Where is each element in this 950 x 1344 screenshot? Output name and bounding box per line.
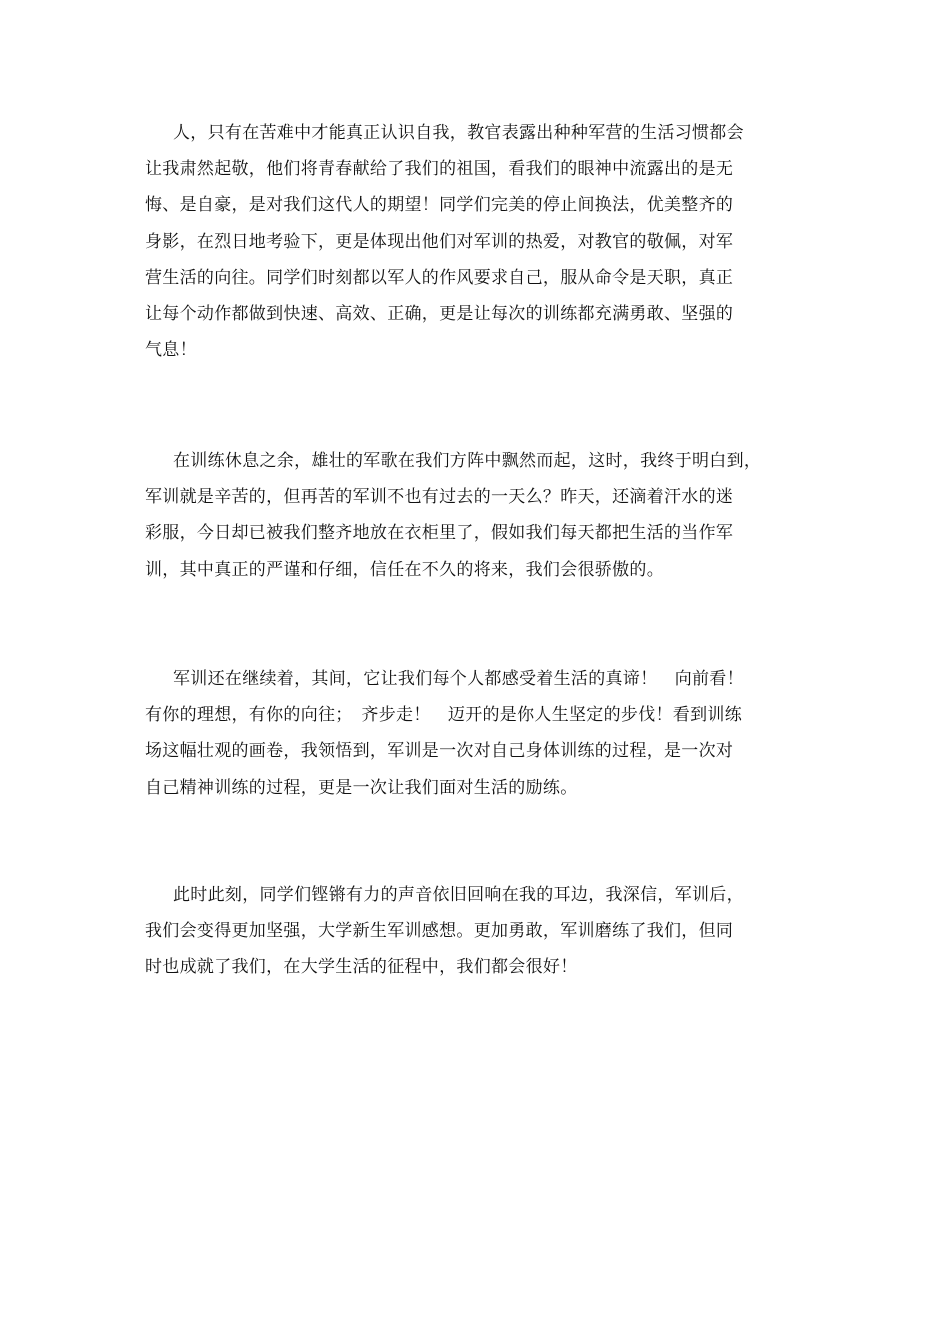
paragraph-line: 我们会变得更加坚强，大学新生军训感想。更加勇敢，军训磨练了我们，但同 — [145, 921, 734, 942]
paragraph-line: 军训还在继续着，其间，它让我们每个人都感受着生活的真谛！ 向前看！ — [173, 669, 744, 689]
paragraph-line: 让我肃然起敬，他们将青春献给了我们的祖国，看我们的眼神中流露出的是无 — [145, 159, 734, 180]
paragraph-line: 此时此刻，同学们铿锵有力的声音依旧回响在我的耳边，我深信，军训后， — [173, 885, 744, 905]
paragraph-line: 时也成就了我们，在大学生活的征程中，我们都会很好！ — [145, 957, 578, 978]
paragraph-line: 彩服，今日却已被我们整齐地放在衣柜里了，假如我们每天都把生活的当作军 — [145, 523, 734, 544]
paragraph-line: 自己精神训练的过程，更是一次让我们面对生活的励练。 — [145, 777, 578, 798]
paragraph-line: 训，其中真正的严谨和仔细，信任在不久的将来，我们会很骄傲的。 — [145, 559, 664, 580]
paragraph-2 — [145, 443, 810, 588]
paragraph-3 — [145, 661, 810, 806]
paragraph-line: 气息！ — [145, 340, 197, 361]
paragraph-line: 在训练休息之余，雄壮的军歌在我们方阵中飘然而起，这时，我终于明白到， — [173, 451, 762, 471]
paragraph-line: 有你的理想，有你的向往； 齐步走！ 迈开的是你人生坚定的步伐！看到训练 — [145, 705, 742, 726]
paragraph-line: 悔、是自豪，是对我们这代人的期望！同学们完美的停止间换法，优美整齐的 — [145, 195, 734, 216]
paragraph-4 — [145, 877, 810, 986]
paragraph-line: 身影，在烈日地考验下，更是体现出他们对军训的热爱，对教官的敬佩，对军 — [145, 231, 734, 252]
paragraph-line: 营生活的向往。同学们时刻都以军人的作风要求自己，服从命令是天职，真正 — [145, 267, 734, 288]
paragraph-line: 人，只有在苦难中才能真正认识自我，教官表露出种种军营的生活习惯都会 — [173, 123, 744, 143]
paragraph-1 — [145, 115, 810, 368]
paragraph-line: 让每个动作都做到快速、高效、正确，更是让每次的训练都充满勇敢、坚强的 — [145, 304, 734, 325]
paragraph-line: 军训就是辛苦的，但再苦的军训不也有过去的一天么？昨天，还滴着汗水的迷 — [145, 487, 734, 508]
paragraph-line: 场这幅壮观的画卷，我领悟到，军训是一次对自己身体训练的过程，是一次对 — [145, 741, 734, 762]
